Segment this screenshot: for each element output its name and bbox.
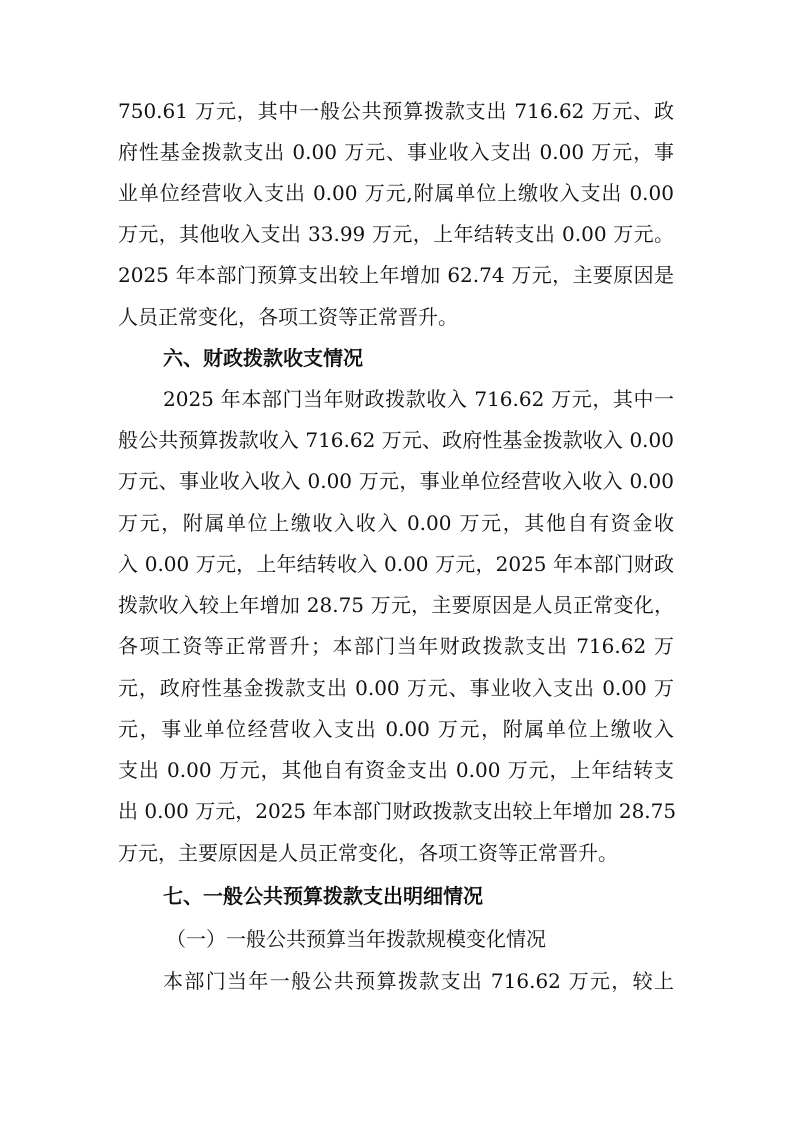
text-line: 出 0.00 万元，2025 年本部门财政拨款支出较上年增加 28.75 xyxy=(118,799,677,823)
text-line: 入 0.00 万元，上年结转收入 0.00 万元，2025 年本部门财政 xyxy=(118,552,674,576)
subsection-heading-7-1: （一）一般公共预算当年拨款规模变化情况 xyxy=(166,927,546,951)
text-line: 本部门当年一般公共预算拨款支出 716.62 万元，较上 xyxy=(163,969,674,993)
text-line: 750.61 万元，其中一般公共预算拨款支出 716.62 万元、政 xyxy=(118,99,674,123)
text-line: 元，政府性基金拨款支出 0.00 万元、事业收入支出 0.00 万 xyxy=(118,676,674,700)
text-line: 拨款收入较上年增加 28.75 万元，主要原因是人员正常变化， xyxy=(118,593,674,617)
text-line: 万元、事业收入收入 0.00 万元，事业单位经营收入收入 0.00 xyxy=(118,469,674,493)
text-line: 万元，主要原因是人员正常变化，各项工资等正常晋升。 xyxy=(118,841,618,865)
text-line: 万元，其他收入支出 33.99 万元，上年结转支出 0.00 万元。 xyxy=(118,222,674,246)
text-line: 业单位经营收入支出 0.00 万元,附属单位上缴收入支出 0.00 xyxy=(118,181,674,205)
text-line: 府性基金拨款支出 0.00 万元、事业收入支出 0.00 万元，事 xyxy=(118,140,674,164)
section-heading-6: 六、财政拨款收支情况 xyxy=(163,346,363,370)
text-line: 万元，附属单位上缴收入收入 0.00 万元，其他自有资金收 xyxy=(118,511,674,535)
text-line: 元，事业单位经营收入支出 0.00 万元，附属单位上缴收入 xyxy=(118,717,674,741)
text-line: 支出 0.00 万元，其他自有资金支出 0.00 万元，上年结转支 xyxy=(118,758,674,782)
section-heading-7: 七、一般公共预算拨款支出明细情况 xyxy=(163,884,483,908)
text-line: 般公共预算拨款收入 716.62 万元、政府性基金拨款收入 0.00 xyxy=(118,428,674,452)
text-line: 各项工资等正常晋升；本部门当年财政拨款支出 716.62 万 xyxy=(118,634,674,658)
text-line: 2025 年本部门预算支出较上年增加 62.74 万元，主要原因是 xyxy=(118,263,674,287)
text-line: 人员正常变化，各项工资等正常晋升。 xyxy=(118,305,458,329)
text-line: 2025 年本部门当年财政拨款收入 716.62 万元，其中一 xyxy=(163,387,674,411)
